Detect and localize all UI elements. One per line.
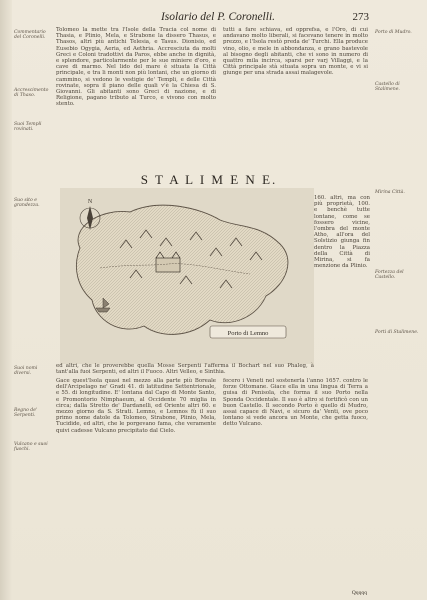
left-column-top-text: Tolomeo la mette tra l'Isole della Tracia col nome di Thasia, e Plinio, Mela, e Strabone la dissero Thasus, e Thasos, altri più antichi Telesia, e Tasus. Dionisio, ed Eusebio Ogygia, Aeria, ed Aethria. Accresciuta da molti Greci e Coloni tradottivi da Paros, ebbe anche in dignità, e splendore, particolarmente per le sue miniere d'oro, e cave di marmo. Nel lido del mare è situata la Città principale, e tra li monti non più lontani, che un giorno di cammino, si vedono le vestigie de' Templi, e delle Città rovinate, sopra il piano delle quali v'è la Chiesa di S. Giovanni. Gli abitanti sono Greci di nazione, e di Religione, pagano tributo al Turco, e vivono con molto stento. xyxy=(56,27,216,108)
margin-note-2: Accrescimento di Thaso. xyxy=(14,88,49,99)
margin-note-12: Porti di Stalimene. xyxy=(375,330,419,335)
margin-note-5: Suoi nomi diversi. xyxy=(14,366,38,377)
margin-note-11: Fortezza del Castello. xyxy=(375,270,404,281)
map-engraving xyxy=(60,188,314,364)
map-label: Porto di Lemno xyxy=(227,330,269,337)
compass-north-label: N xyxy=(87,199,93,205)
left-column-bottom-text: Gace quest'Isola quasi nel mezzo alla parte più Boreale dell'Arcipelago ne' Gradi 41. di latitudine Settentrionale, e 55. di longitudine. E' lontana dal Capo di Monte Santo, e Promontorio Nimphaeum, al Occidente 70 miglia in circa; dalla Stretto de' Dardanelli, ed Oriente altri 60. e mezzo giorno da S. Strati. Lemno, e Lemnos fù il suo primo nome datole da Tolomeo, Strabone, Plinio, Mela, Tucidide, ed altri, che le porgevano fama, che veramente quivi cadesse Vulcano precipitato dal Cielo. xyxy=(56,378,216,434)
right-column-top-text: tutti a fare schiava, ed opprefsa, e l'Oro, di cui andavano molto liberali, si facevano tenere in molto prezzo, e l'Isola restò preda de' Turchi. Ella produce vino, olio, e mele in abbondanza, e grano bastevole al bisogno degli abitanti, che vi sono in numero di quattro mila incirca, sparsi per varj Villaggi, e la Città principale stà situata sopra un monte, e vi si giunge per una strada assai malagevole. xyxy=(223,27,368,77)
section-heading: S T A L I M E N E. xyxy=(140,172,278,187)
margin-note-10: Mirina Città. xyxy=(375,190,405,195)
margin-note-1: Commentario del Coronelli. xyxy=(14,30,46,41)
right-column-bottom-text: fecero i Veneti nel sostenerla l'anno 1657. contro le forze Ottomane. Giace ella in una lingua di Terra a guisa di Penisola, che forma il suo Porto nella Sponda Occidentale. Il suo è altro si fortificò con un buon Castello. Il secondo Porto è quello di Mudro, assai capace di Navi, e sicuro da' Venti, ove poco lontano si vede ancora un Monte, che getta fuoco, detto Vulcano. xyxy=(223,378,368,428)
margin-note-4: Suo sito e grandezza. xyxy=(14,198,40,209)
header-title: Isolario del P. Coronelli. xyxy=(160,11,276,23)
signature-mark: Qqqqq xyxy=(351,590,367,596)
margin-note-9: Castello di Stalimene. xyxy=(375,82,400,93)
page-fold-shadow xyxy=(0,0,12,600)
margin-note-3: Suoi Templi rovinati. xyxy=(14,122,42,133)
castle-symbol xyxy=(156,258,180,272)
page-number: 273 xyxy=(352,11,369,23)
margin-note-8: Porto di Mudro. xyxy=(375,30,412,35)
island-map xyxy=(60,188,314,364)
margin-note-7: Vulcano e suoi fuochi. xyxy=(14,442,48,453)
right-of-map-text: 160. altri, ma con più proprietà, 100. e benchè tutte lontane, come se fossero vicine, l'ombra del monte Atho, all'ora del Solstizio giunga fin dentro la Piazza della Città di Mirina, si fa menzione da Plinio. xyxy=(314,195,370,270)
margin-note-6: Regno de' Serpenti. xyxy=(14,408,38,419)
below-map-text: ed altri, che le proverebbe quella Mosse Serpenti l'afferma il Bochart nel suo Phaleg, à tant'alla fuoi Serpenti, ed altri il Fuoco. Altri Velleo, e Sinthia. xyxy=(56,363,314,376)
